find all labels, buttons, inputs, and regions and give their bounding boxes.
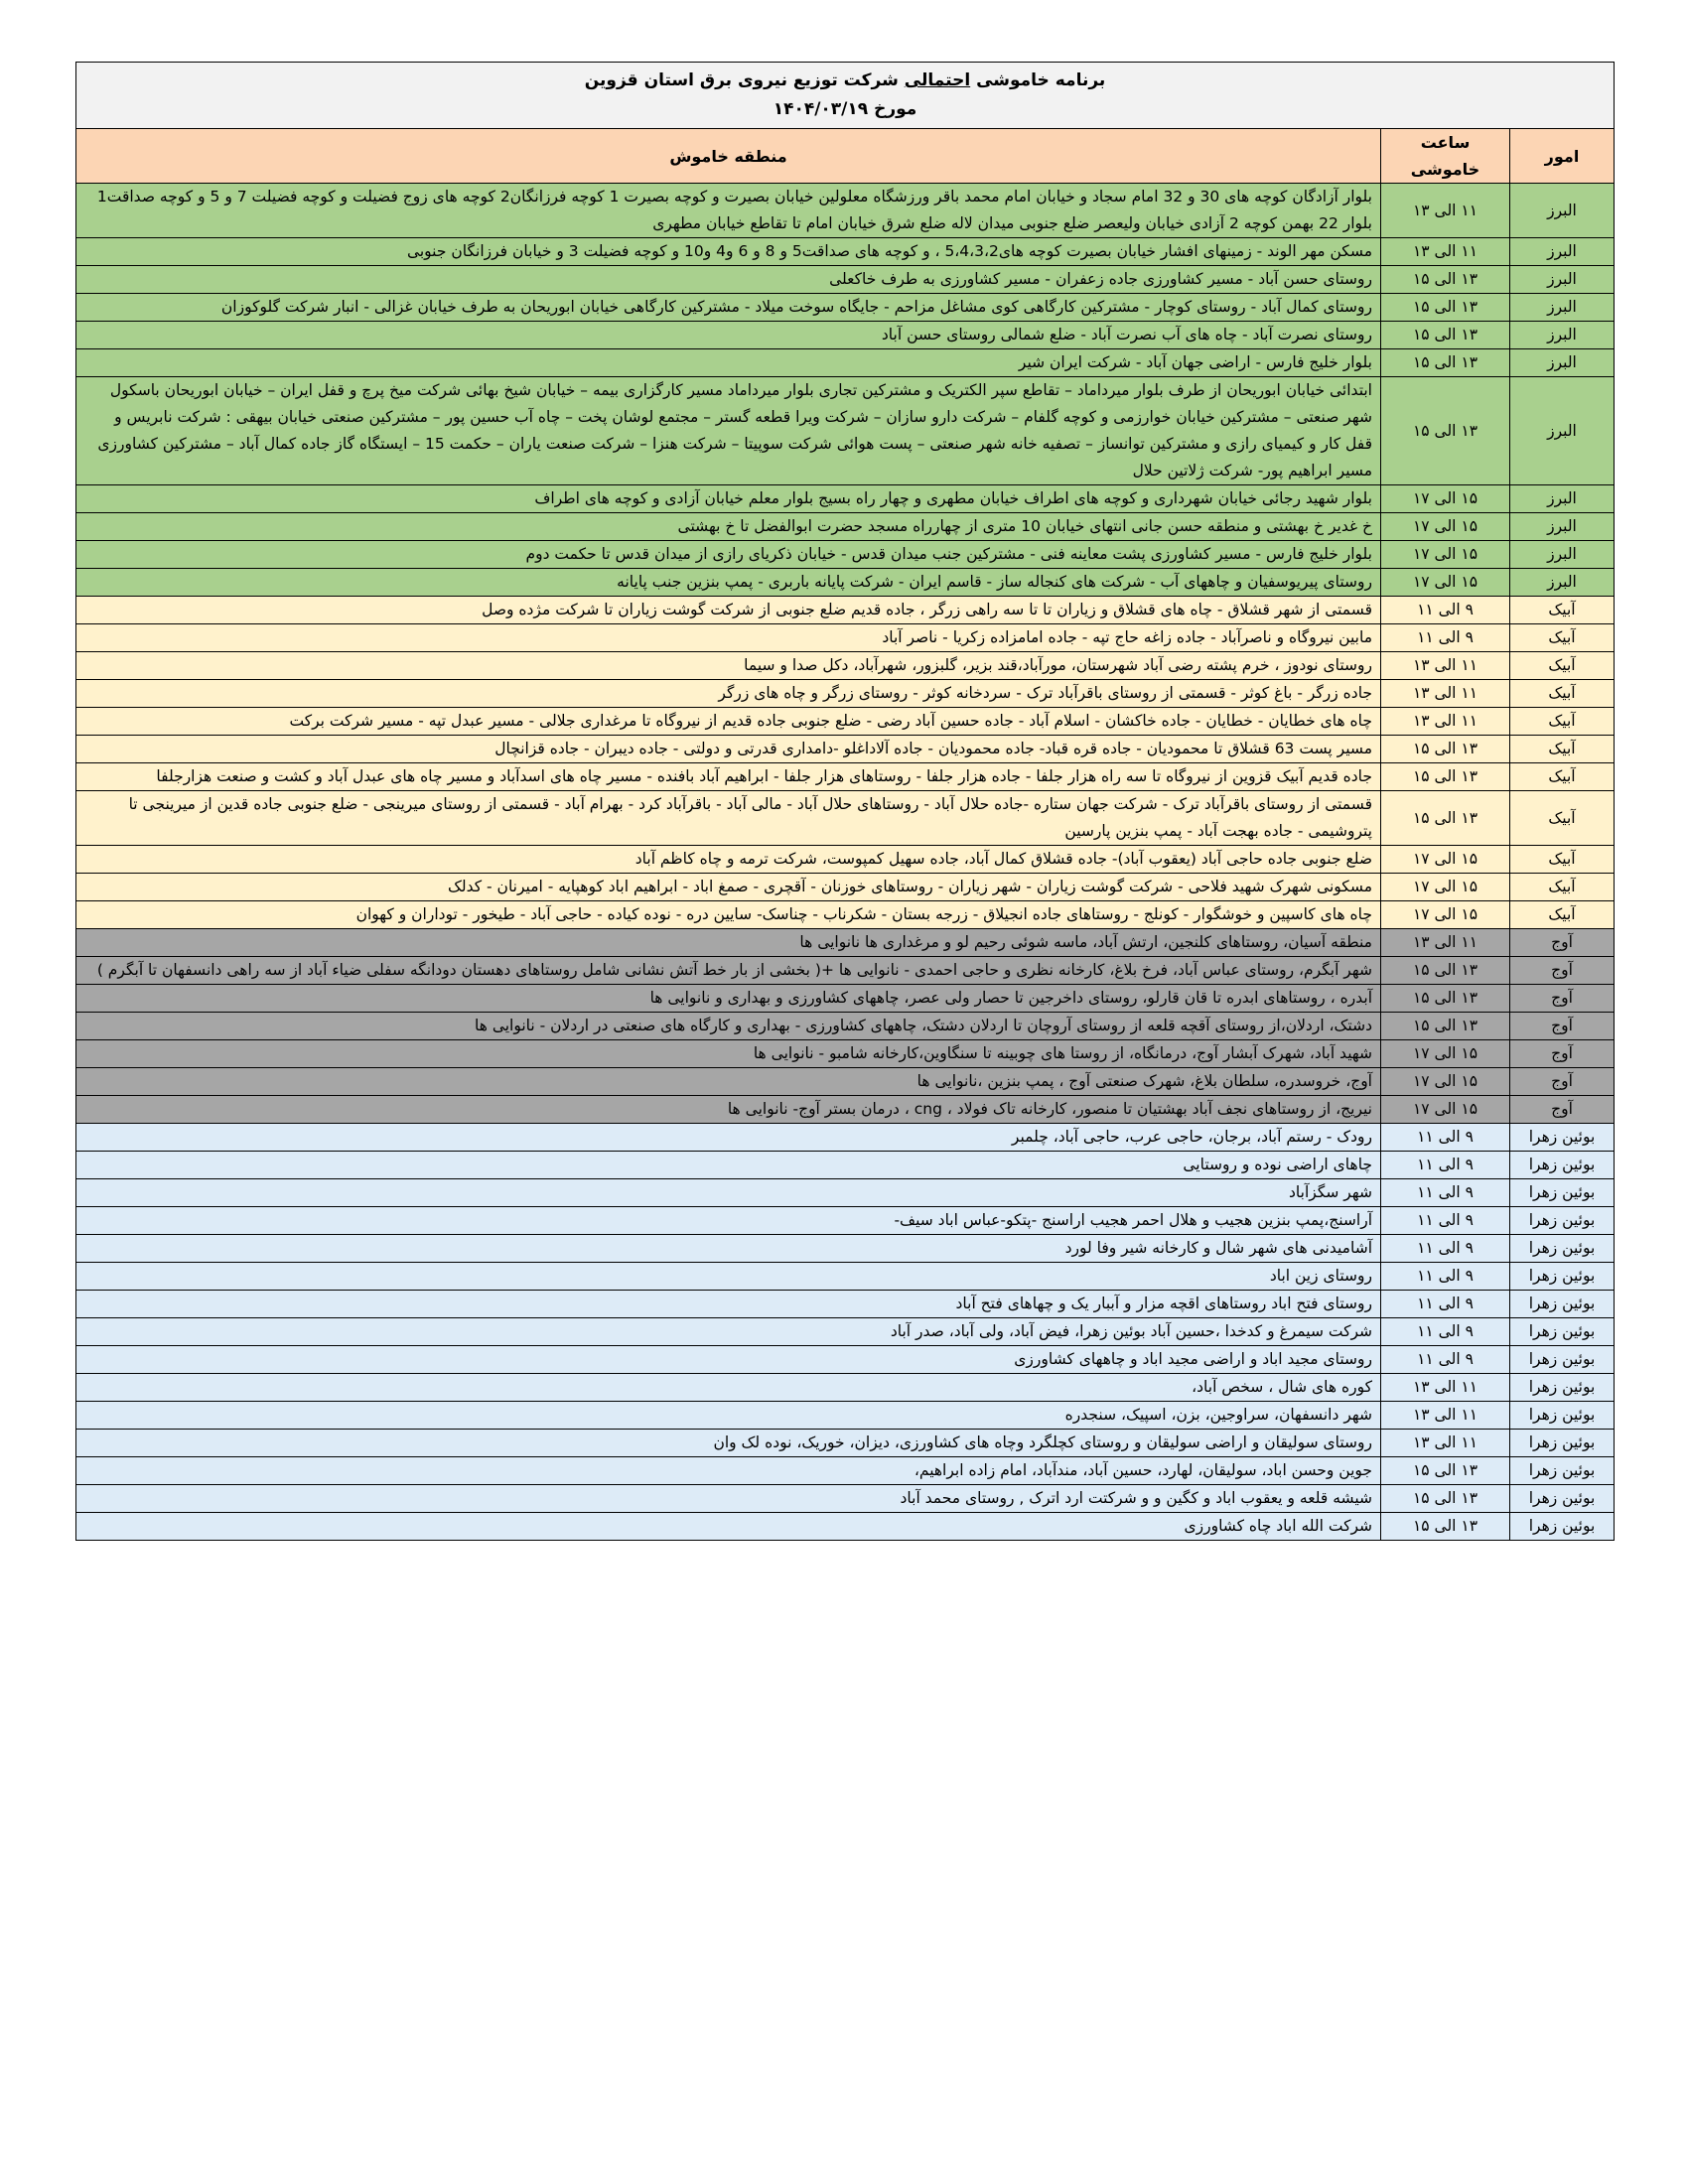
zone-cell: منطقه آسیان، روستاهای کلنجین، ارتش آباد، ماسه شوئی رحیم لو و مرغداری ها نانوایی ها bbox=[76, 929, 1381, 957]
table-row bbox=[76, 763, 1615, 791]
zone-cell: روستای حسن آباد - مسیر کشاورزی جاده زعفران - مسیر کشاورزی به طرف خاکعلی bbox=[76, 266, 1381, 294]
time-cell: ۱۵ الی ۱۷ bbox=[1381, 1068, 1510, 1096]
table-row bbox=[76, 1096, 1615, 1124]
area-cell: آوج bbox=[1510, 1013, 1615, 1040]
area-cell: آبیک bbox=[1510, 652, 1615, 680]
time-cell: ۹ الی ۱۱ bbox=[1381, 1124, 1510, 1152]
table-row bbox=[76, 1068, 1615, 1096]
outage-schedule-table bbox=[75, 62, 1615, 1541]
table-row bbox=[76, 349, 1615, 377]
title-line bbox=[84, 67, 1606, 95]
table-row bbox=[76, 846, 1615, 874]
area-cell: آبیک bbox=[1510, 763, 1615, 791]
zone-cell: مسکن مهر الوند - زمینهای افشار خیابان بصیرت کوچه های5،4،3،2 ، و کوچه های صداقت5 و 8 و 6 و4 و10 و کوچه فضیلت 3 و خیابان فرزانگان جنوبی bbox=[76, 238, 1381, 266]
col-header-time: ساعت خاموشی bbox=[1381, 129, 1510, 184]
table-row bbox=[76, 708, 1615, 736]
area-cell: البرز bbox=[1510, 569, 1615, 597]
table-row bbox=[76, 1457, 1615, 1485]
table-row bbox=[76, 238, 1615, 266]
zone-cell: شهر آبگرم، روستای عباس آباد، فرخ بلاغ، کارخانه نظری و حاجی احمدی - نانوایی ها +( بخشی از بار خط آتش نشانی شامل روستاهای دهستان دودانگه سفلی ضیاء آباد از سه راهی دانسفهان تا آبگرم ) bbox=[76, 957, 1381, 985]
zone-cell: ضلع جنوبی جاده حاجی آباد (یعقوب آباد)- جاده قشلاق کمال آباد، جاده سهیل کمپوست، شرکت ترمه و چاه کاظم آباد bbox=[76, 846, 1381, 874]
table-row bbox=[76, 1402, 1615, 1430]
area-cell: البرز bbox=[1510, 541, 1615, 569]
table-row bbox=[76, 485, 1615, 513]
zone-cell: بلوار خلیج فارس - مسیر کشاورزی پشت معاینه فنی - مشترکین جنب میدان قدس - خیابان ذکریای رازی از میدان قدس تا حکمت دوم bbox=[76, 541, 1381, 569]
area-cell: بوئین زهرا bbox=[1510, 1235, 1615, 1263]
time-cell: ۱۳ الی ۱۵ bbox=[1381, 957, 1510, 985]
table-row bbox=[76, 1152, 1615, 1179]
area-cell: آبیک bbox=[1510, 874, 1615, 901]
table-row bbox=[76, 1207, 1615, 1235]
table-row bbox=[76, 901, 1615, 929]
time-cell: ۱۵ الی ۱۷ bbox=[1381, 485, 1510, 513]
zone-cell: جاده زرگر - باغ کوثر - قسمتی از روستای باقرآباد ترک - سردخانه کوثر - روستای زرگر و چاه های زرگر bbox=[76, 680, 1381, 708]
time-cell: ۹ الی ۱۱ bbox=[1381, 1318, 1510, 1346]
time-cell: ۱۱ الی ۱۳ bbox=[1381, 708, 1510, 736]
zone-cell: آشامیدنی های شهر شال و کارخانه شیر وفا لورد bbox=[76, 1235, 1381, 1263]
table-row bbox=[76, 874, 1615, 901]
document-title bbox=[76, 63, 1615, 129]
time-cell: ۱۳ الی ۱۵ bbox=[1381, 1513, 1510, 1541]
time-cell: ۱۱ الی ۱۳ bbox=[1381, 1402, 1510, 1430]
zone-cell: آراسنج،پمپ بنزین هجیب و هلال احمر هجیب اراسنج -پتکو-عباس اباد سیف- bbox=[76, 1207, 1381, 1235]
zone-cell: بلوار آزادگان کوچه های 30 و 32 امام سجاد و خیابان امام محمد باقر ورزشگاه معلولین خیابان بصیرت و کوچه بصیرت 1 کوچه فرزانگان2 کوچه های زوج فضیلت و کوچه فضیلت 7 و 5 و کوچه صداقت1 بلوار 22 بهمن کوچه 2 آزادی خیابان ولیعصر ضلع جنوبی میدان لاله ضلع شرق خیابان امام تا تقاطع خیابان مطهری bbox=[76, 184, 1381, 238]
area-cell: البرز bbox=[1510, 238, 1615, 266]
zone-cell: بلوار خلیج فارس - اراضی جهان آباد - شرکت ایران شیر bbox=[76, 349, 1381, 377]
area-cell: آوج bbox=[1510, 957, 1615, 985]
time-cell: ۱۱ الی ۱۳ bbox=[1381, 929, 1510, 957]
zone-cell: چاه های کاسپین و خوشگوار - کونلج - روستاهای جاده انجیلاق - زرجه بستان - شکرناب - چناسک- سایین دره - نوده کیاده - حاجی آباد - طیخور - توداران و کهوان bbox=[76, 901, 1381, 929]
time-cell: ۱۱ الی ۱۳ bbox=[1381, 184, 1510, 238]
area-cell: آبیک bbox=[1510, 901, 1615, 929]
time-cell: ۱۳ الی ۱۵ bbox=[1381, 377, 1510, 485]
zone-cell: روستای پیریوسفیان و چاههای آب - شرکت های کنجاله ساز - قاسم ایران - شرکت پایانه باربری - پمپ بنزین جنب پایانه bbox=[76, 569, 1381, 597]
zone-cell: چاهای اراضی نوده و روستایی bbox=[76, 1152, 1381, 1179]
table-row bbox=[76, 929, 1615, 957]
table-row bbox=[76, 541, 1615, 569]
area-cell: بوئین زهرا bbox=[1510, 1346, 1615, 1374]
schedule-rows bbox=[76, 184, 1615, 1541]
area-cell: بوئین زهرا bbox=[1510, 1207, 1615, 1235]
area-cell: آوج bbox=[1510, 929, 1615, 957]
area-cell: البرز bbox=[1510, 266, 1615, 294]
table-row bbox=[76, 322, 1615, 349]
area-cell: البرز bbox=[1510, 485, 1615, 513]
time-cell: ۱۱ الی ۱۳ bbox=[1381, 652, 1510, 680]
zone-cell: شرکت سیمرغ و کدخدا ،حسین آباد بوئین زهرا، فیض آباد، ولی آباد، صدر آباد bbox=[76, 1318, 1381, 1346]
area-cell: بوئین زهرا bbox=[1510, 1152, 1615, 1179]
area-cell: آبیک bbox=[1510, 597, 1615, 624]
time-cell: ۱۵ الی ۱۷ bbox=[1381, 874, 1510, 901]
area-cell: آبیک bbox=[1510, 624, 1615, 652]
table-row bbox=[76, 184, 1615, 238]
time-cell: ۱۳ الی ۱۵ bbox=[1381, 349, 1510, 377]
zone-cell: روستای نصرت آباد - چاه های آب نصرت آباد - ضلع شمالی روستای حسن آباد bbox=[76, 322, 1381, 349]
time-cell: ۹ الی ۱۱ bbox=[1381, 1235, 1510, 1263]
zone-cell: جوین وحسن اباد، سولیقان، لهارد، حسین آباد، مندآباد، امام زاده ابراهیم، bbox=[76, 1457, 1381, 1485]
table-row bbox=[76, 569, 1615, 597]
time-cell: ۱۳ الی ۱۵ bbox=[1381, 736, 1510, 763]
time-cell: ۱۳ الی ۱۵ bbox=[1381, 791, 1510, 846]
table-row bbox=[76, 266, 1615, 294]
area-cell: آوج bbox=[1510, 1096, 1615, 1124]
zone-cell: شهر دانسفهان، سراوجین، بزن، اسپیک، سنجدره bbox=[76, 1402, 1381, 1430]
date-line bbox=[84, 95, 1606, 124]
area-cell: آبیک bbox=[1510, 736, 1615, 763]
table-row bbox=[76, 736, 1615, 763]
zone-cell: خ غدیر خ بهشتی و منطقه حسن جانی انتهای خیابان 10 متری از چهارراه مسجد حضرت ابوالفضل تا خ بهشتی bbox=[76, 513, 1381, 541]
time-cell: ۹ الی ۱۱ bbox=[1381, 1346, 1510, 1374]
area-cell: بوئین زهرا bbox=[1510, 1291, 1615, 1318]
table-row bbox=[76, 1346, 1615, 1374]
table-row bbox=[76, 1124, 1615, 1152]
zone-cell: شهر سگزآباد bbox=[76, 1179, 1381, 1207]
time-cell: ۹ الی ۱۱ bbox=[1381, 624, 1510, 652]
time-cell: ۱۵ الی ۱۷ bbox=[1381, 569, 1510, 597]
zone-cell: روستای سولیقان و اراضی سولیقان و روستای کچلگرد وچاه های کشاورزی، دیزان، خوریک، نوده لک وان bbox=[76, 1430, 1381, 1457]
zone-cell: قسمتی از روستای باقرآباد ترک - شرکت جهان ستاره -جاده حلال آباد - روستاهای حلال آباد - مالی آباد - باقرآباد کرد - بهرام آباد - قسمتی از روستای میرینجی - ضلع جنوبی جاده قدین از میرینجی تا پتروشیمی - جاده بهجت آباد - پمپ بنزین پارسین bbox=[76, 791, 1381, 846]
area-cell: آوج bbox=[1510, 985, 1615, 1013]
table-row bbox=[76, 680, 1615, 708]
area-cell: البرز bbox=[1510, 349, 1615, 377]
zone-cell: شهید آباد، شهرک آبشار آوج، درمانگاه، از روستا های چوبینه تا سنگاوین،کارخانه شامبو - نانوایی ها bbox=[76, 1040, 1381, 1068]
area-cell: بوئین زهرا bbox=[1510, 1430, 1615, 1457]
time-cell: ۹ الی ۱۱ bbox=[1381, 597, 1510, 624]
table-row bbox=[76, 1430, 1615, 1457]
table-row bbox=[76, 597, 1615, 624]
time-cell: ۹ الی ۱۱ bbox=[1381, 1152, 1510, 1179]
table-row bbox=[76, 1040, 1615, 1068]
time-cell: ۱۵ الی ۱۷ bbox=[1381, 513, 1510, 541]
table-row bbox=[76, 1179, 1615, 1207]
table-row bbox=[76, 1263, 1615, 1291]
time-cell: ۱۵ الی ۱۷ bbox=[1381, 846, 1510, 874]
zone-cell: آوج، خروسدره، سلطان بلاغ، شهرک صنعتی آوج ، پمپ بنزین ،نانوایی ها bbox=[76, 1068, 1381, 1096]
time-cell: ۹ الی ۱۱ bbox=[1381, 1263, 1510, 1291]
area-cell: البرز bbox=[1510, 377, 1615, 485]
time-cell: ۱۳ الی ۱۵ bbox=[1381, 322, 1510, 349]
zone-cell: مسکونی شهرک شهید فلاحی - شرکت گوشت زیاران - شهر زیاران - روستاهای خوزنان - آقچری - صمغ اباد - ابراهیم اباد کوهپایه - امیرنان - کدلک bbox=[76, 874, 1381, 901]
time-cell: ۱۱ الی ۱۳ bbox=[1381, 238, 1510, 266]
zone-cell: نیریج، از روستاهای نجف آباد بهشتیان تا منصور، کارخانه تاک فولاد ، cng ، درمان بستر آوج- نانوایی ها bbox=[76, 1096, 1381, 1124]
area-cell: آبیک bbox=[1510, 846, 1615, 874]
outage-schedule-document bbox=[75, 62, 1615, 1541]
time-cell: ۱۳ الی ۱۵ bbox=[1381, 1457, 1510, 1485]
date-value: ۱۴۰۴/۰۳/۱۹ bbox=[773, 99, 869, 119]
area-cell: البرز bbox=[1510, 294, 1615, 322]
table-row bbox=[76, 791, 1615, 846]
title-prefix: برنامه خاموشی bbox=[976, 70, 1106, 90]
table-row bbox=[76, 652, 1615, 680]
table-row bbox=[76, 294, 1615, 322]
area-cell: بوئین زهرا bbox=[1510, 1402, 1615, 1430]
time-cell: ۱۵ الی ۱۷ bbox=[1381, 1040, 1510, 1068]
zone-cell: روستای نودوز ، خرم پشته رضی آباد شهرستان، مورآباد،قند بزیر، گلبزور، شهرآباد، دکل صدا و سیما bbox=[76, 652, 1381, 680]
date-label: مورخ bbox=[874, 99, 917, 119]
zone-cell: ابتدائی خیابان ابوریحان از طرف بلوار میرداماد – تقاطع سپر الکتریک و مشترکین تجاری بلوار میرداماد مسیر کارگزاری بیمه – خیابان شیخ بهائی شرکت میخ پرچ و قفل ایران – خیابان ابوریحان باسکول شهر صنعتی – مشترکین خیابان خوارزمی و کوچه گلفام – شرکت دارو سازان – شرکت ویرا قطعه گستر – مجتمع لوشان پخت – چاه آب حسین پور – مشترکین صنعتی خیابان بیهقی : شرکت نابریس و قفل کار و کیمیای رازی و مشترکین توانساز – تصفیه خانه شهر صنعتی – پست هوائی شرکت سوپیتا – شرکت هنزا – شرکت صنعت یاران – حکمت 15 – ایستگاه گاز جاده کمال آباد – مشترکین کشاورزی مسیر ابراهیم پور- شرکت ژلاتین حلال bbox=[76, 377, 1381, 485]
zone-cell: روستای مجید اباد و اراضی مجید اباد و چاههای کشاورزی bbox=[76, 1346, 1381, 1374]
time-cell: ۱۵ الی ۱۷ bbox=[1381, 901, 1510, 929]
time-cell: ۱۱ الی ۱۳ bbox=[1381, 1430, 1510, 1457]
zone-cell: دشتک، اردلان،از روستای آقچه قلعه از روستای آروچان تا اردلان دشتک، چاههای کشاورزی - بهداری و کارگاه های صنعتی در اردلان - نانوایی ها bbox=[76, 1013, 1381, 1040]
area-cell: آوج bbox=[1510, 1068, 1615, 1096]
table-row bbox=[76, 1485, 1615, 1513]
area-cell: البرز bbox=[1510, 322, 1615, 349]
table-row bbox=[76, 1235, 1615, 1263]
area-cell: البرز bbox=[1510, 513, 1615, 541]
time-cell: ۱۳ الی ۱۵ bbox=[1381, 1013, 1510, 1040]
table-row bbox=[76, 513, 1615, 541]
title-suffix: شرکت توزیع نیروی برق استان قزوین bbox=[584, 70, 899, 90]
zone-cell: روستای کمال آباد - روستای کوچار - مشترکین کارگاهی کوی مشاغل مزاحم - جایگاه سوخت میلاد - مشترکین کارگاهی خیابان ابوریحان به طرف خیابان غزالی - انبار شرکت گلوکوزان bbox=[76, 294, 1381, 322]
table-row bbox=[76, 624, 1615, 652]
title-row bbox=[76, 63, 1615, 129]
table-row bbox=[76, 1013, 1615, 1040]
area-cell: بوئین زهرا bbox=[1510, 1513, 1615, 1541]
zone-cell: روستای زین اباد bbox=[76, 1263, 1381, 1291]
zone-cell: شیشه قلعه و یعقوب اباد و کگین و و شرکتت ارد اترک , روستای محمد آباد bbox=[76, 1485, 1381, 1513]
time-cell: ۱۱ الی ۱۳ bbox=[1381, 1374, 1510, 1402]
time-cell: ۱۳ الی ۱۵ bbox=[1381, 763, 1510, 791]
area-cell: بوئین زهرا bbox=[1510, 1457, 1615, 1485]
time-cell: ۹ الی ۱۱ bbox=[1381, 1179, 1510, 1207]
table-row bbox=[76, 1513, 1615, 1541]
zone-cell: مسیر پست 63 قشلاق تا محمودیان - جاده قره قباد- جاده محمودیان - جاده آلاداغلو -دامداری قدرتی و دولتی - جاده دیبران - جاده قزانچال bbox=[76, 736, 1381, 763]
zone-cell: شرکت الله اباد چاه کشاورزی bbox=[76, 1513, 1381, 1541]
time-cell: ۱۳ الی ۱۵ bbox=[1381, 266, 1510, 294]
zone-cell: کوره های شال ، سخص آباد، bbox=[76, 1374, 1381, 1402]
time-cell: ۱۳ الی ۱۵ bbox=[1381, 985, 1510, 1013]
zone-cell: جاده قدیم آبیک قزوین از نیروگاه تا سه راه هزار جلفا - جاده هزار جلفا - روستاهای هزار جلفا - ابراهیم آباد بافنده - مسیر چاه های اسدآباد و مسیر چاه های عبدل آباد و کشت و صنعت هزارجلفا bbox=[76, 763, 1381, 791]
column-header-row bbox=[76, 129, 1615, 184]
time-cell: ۹ الی ۱۱ bbox=[1381, 1207, 1510, 1235]
zone-cell: آبدره ، روستاهای ابدره تا قان قارلو، روستای داخرجین تا حصار ولی عصر، چاههای کشاورزی و بهداری و نانوایی ها bbox=[76, 985, 1381, 1013]
zone-cell: قسمتی از شهر قشلاق - چاه های قشلاق و زیاران تا تا سه راهی زرگر ، جاده قدیم ضلع جنوبی از شرکت گوشت زیاران تا شرکت مژده وصل bbox=[76, 597, 1381, 624]
area-cell: بوئین زهرا bbox=[1510, 1374, 1615, 1402]
area-cell: بوئین زهرا bbox=[1510, 1318, 1615, 1346]
title-highlight: احتمالی bbox=[904, 70, 971, 90]
time-cell: ۱۳ الی ۱۵ bbox=[1381, 1485, 1510, 1513]
area-cell: بوئین زهرا bbox=[1510, 1124, 1615, 1152]
zone-cell: بلوار شهید رجائی خیابان شهرداری و کوچه های اطراف خیابان مطهری و چهار راه بسیج بلوار معلم خیابان آزادی و کوچه های اطراف bbox=[76, 485, 1381, 513]
table-row bbox=[76, 1291, 1615, 1318]
time-cell: ۱۳ الی ۱۵ bbox=[1381, 294, 1510, 322]
col-header-area: امور bbox=[1510, 129, 1615, 184]
table-row bbox=[76, 1374, 1615, 1402]
time-cell: ۱۵ الی ۱۷ bbox=[1381, 541, 1510, 569]
area-cell: بوئین زهرا bbox=[1510, 1485, 1615, 1513]
time-cell: ۱۱ الی ۱۳ bbox=[1381, 680, 1510, 708]
time-cell: ۱۵ الی ۱۷ bbox=[1381, 1096, 1510, 1124]
area-cell: آبیک bbox=[1510, 680, 1615, 708]
zone-cell: روستای فتح اباد روستاهای اقچه مزار و آببار یک و چهاهای فتح آباد bbox=[76, 1291, 1381, 1318]
area-cell: البرز bbox=[1510, 184, 1615, 238]
table-row bbox=[76, 985, 1615, 1013]
area-cell: آوج bbox=[1510, 1040, 1615, 1068]
area-cell: بوئین زهرا bbox=[1510, 1179, 1615, 1207]
table-row bbox=[76, 1318, 1615, 1346]
zone-cell: رودک - رستم آباد، برجان، حاجی عرب، حاجی آباد، چلمبر bbox=[76, 1124, 1381, 1152]
area-cell: آبیک bbox=[1510, 708, 1615, 736]
table-row bbox=[76, 377, 1615, 485]
area-cell: آبیک bbox=[1510, 791, 1615, 846]
zone-cell: مابین نیروگاه و ناصرآباد - جاده زاغه حاج تپه - جاده امامزاده زکریا - ناصر آباد bbox=[76, 624, 1381, 652]
table-row bbox=[76, 957, 1615, 985]
time-cell: ۹ الی ۱۱ bbox=[1381, 1291, 1510, 1318]
area-cell: بوئین زهرا bbox=[1510, 1263, 1615, 1291]
zone-cell: چاه های خطایان - خطایان - جاده خاکشان - اسلام آباد - جاده حسین آباد رضی - ضلع جنوبی جاده قدیم از نیروگاه تا مرغداری جلالی - مسیر عبدل تپه - مسیر شرکت برکت bbox=[76, 708, 1381, 736]
col-header-zone: منطقه خاموش bbox=[76, 129, 1381, 184]
